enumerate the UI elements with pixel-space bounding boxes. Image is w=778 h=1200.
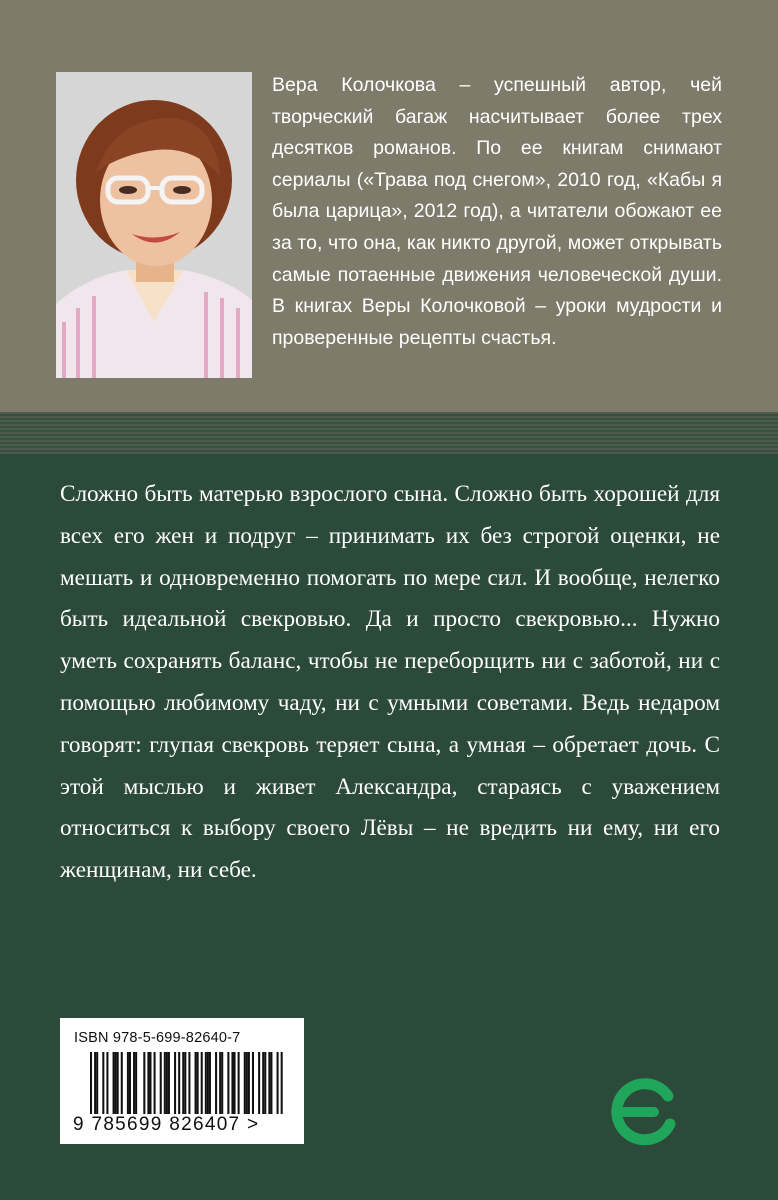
barcode-bar <box>149 1052 151 1114</box>
barcode-bar <box>252 1052 254 1114</box>
barcode-bar <box>166 1052 168 1114</box>
barcode-bar <box>168 1052 170 1114</box>
barcode-bar <box>154 1052 156 1114</box>
barcode-bar <box>133 1052 135 1114</box>
book-blurb: Сложно быть матерью взрослого сына. Сложно быть хорошей для всех его жен и подруг – принимать их без строгой оценки, не мешать и одновременно помогать по мере сил. И вообще, нелегко быть идеальной свекровью. Да и просто свекровью... Нужно уметь сохранять баланс, чтобы не переборщить ни с заботой, ни с помощью любимому чаду, ни с умными советами. Ведь недаром говорят: глупая свекровь теряет сына, а умная – обретает дочь. С этой мыслью и живет Александра, стараясь с уважением относиться к выбору своего Лёвы – не вредить ни ему, ни его женщинам, ни себе. <box>60 481 720 884</box>
barcode-bar <box>129 1052 131 1114</box>
eksmo-logo-icon <box>610 1076 682 1148</box>
isbn-label: ISBN 978-5-699-82640-7 <box>74 1030 241 1046</box>
barcode-bar <box>258 1052 260 1114</box>
barcode-bar <box>248 1052 250 1114</box>
barcode-bar <box>238 1052 240 1114</box>
barcode-bar <box>264 1052 266 1114</box>
author-photo <box>56 72 252 378</box>
barcode-bar <box>135 1052 137 1114</box>
divider-stripes <box>0 412 778 454</box>
barcode-bar <box>121 1052 123 1114</box>
barcode-bar <box>201 1052 203 1114</box>
barcode-bar <box>178 1052 180 1114</box>
barcode-icon <box>90 1052 290 1114</box>
barcode-bar <box>164 1052 166 1114</box>
barcode-bar <box>246 1052 248 1114</box>
barcode-bar <box>174 1052 176 1114</box>
barcode-bar <box>268 1052 270 1114</box>
barcode-digits: 9 785699 826407 > <box>73 1114 260 1135</box>
barcode-bar <box>188 1052 190 1114</box>
barcode-bar <box>270 1052 272 1114</box>
barcode-bar <box>127 1052 129 1114</box>
barcode-bar <box>197 1052 199 1114</box>
author-bio: Вера Колочкова – успешный автор, чей творческий багаж насчитывает более трех десятков романов. По ее книгам снимают сериалы («Трава под снегом», 2010 год, «Кабы я была царица», 2012 год), а читатели обожают ее за то, что она, как никто другой, может открывать самые потаенные движения человеческой души. В книгах Веры Колочковой – уроки мудрости и проверенные рецепты счастья. <box>272 74 722 349</box>
barcode-bar <box>113 1052 115 1114</box>
barcode-bar <box>160 1052 162 1114</box>
barcode-bar <box>184 1052 186 1114</box>
barcode-bar <box>94 1052 96 1114</box>
barcode-bar <box>115 1052 117 1114</box>
barcode-bar <box>215 1052 217 1114</box>
barcode-box <box>60 1018 304 1144</box>
barcode-bar <box>219 1052 221 1114</box>
barcode-bar <box>205 1052 207 1114</box>
barcode-bar <box>262 1052 264 1114</box>
barcode-bar <box>227 1052 229 1114</box>
barcode-bar <box>117 1052 119 1114</box>
barcode-bar <box>244 1052 246 1114</box>
barcode-bar <box>221 1052 223 1114</box>
barcode-bar <box>195 1052 197 1114</box>
barcode-bar <box>277 1052 279 1114</box>
barcode-bar <box>231 1052 233 1114</box>
barcode-bar <box>143 1052 145 1114</box>
barcode-bar <box>207 1052 209 1114</box>
barcode-bar <box>90 1052 92 1114</box>
barcode-bar <box>96 1052 98 1114</box>
barcode-bar <box>182 1052 184 1114</box>
barcode-bar <box>147 1052 149 1114</box>
barcode-bar <box>102 1052 104 1114</box>
barcode-bar <box>209 1052 211 1114</box>
barcode-bar <box>234 1052 236 1114</box>
author-portrait-icon <box>56 72 252 378</box>
barcode-bar <box>106 1052 108 1114</box>
barcode-bar <box>281 1052 283 1114</box>
